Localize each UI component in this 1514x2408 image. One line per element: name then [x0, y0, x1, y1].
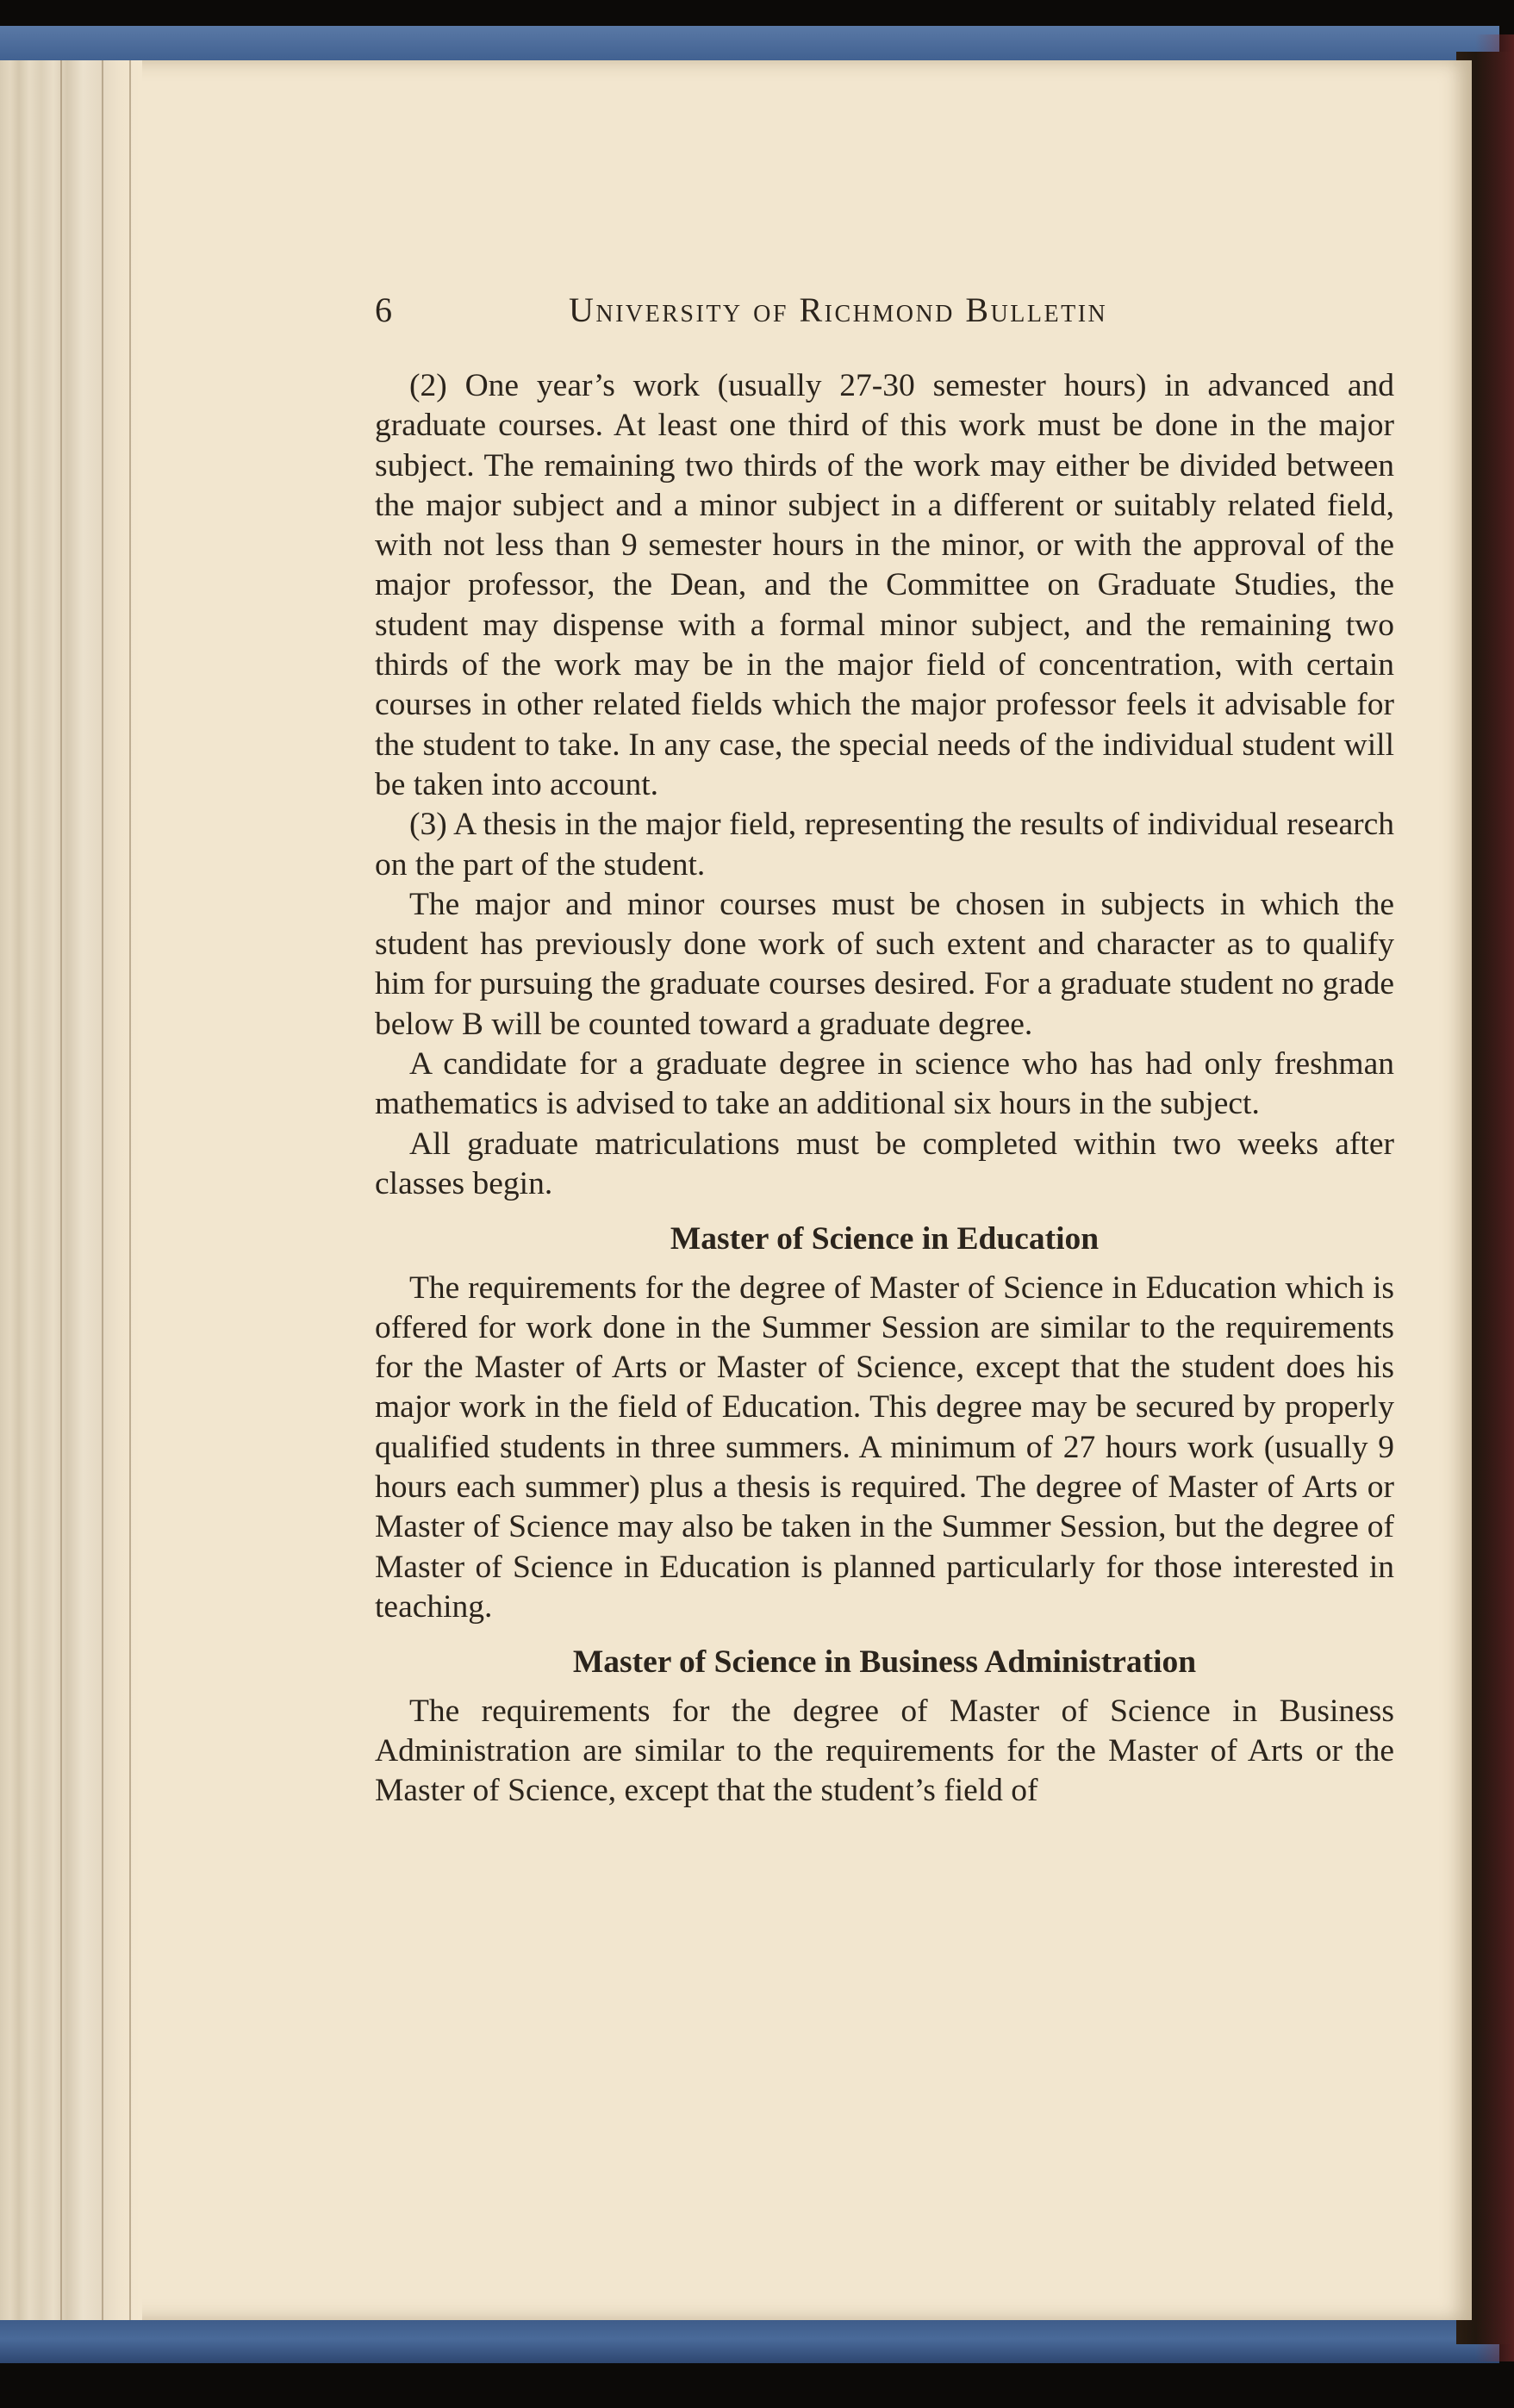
paragraph: The requirements for the degree of Master of Science in Business Administration are similar to the requirements for the Master of Arts or the Master of Science, except that the student’s field of — [375, 1693, 1394, 1809]
paragraph: (2) One year’s work (usually 27-30 semester hours) in advanced and graduate courses. At least one third of this work must be done in the major subject. The remaining two thirds of the work may either be divided between the major subject and a minor subject in a different or suitably related field, with not less than 9 semester hours in the minor, or with the approval of the major professor, the Dean, and the Committee on Graduate Studies, the student may dispense with a formal minor subject, and the remaining two thirds of the work may be in the major field of concentration, with certain courses in other related fields which the major professor feels it advisable for the student to take. In any case, the special needs of the individual student will be taken into account. — [375, 368, 1394, 802]
page-gutter — [0, 60, 142, 2320]
page-header — [375, 290, 1409, 341]
paragraph: (3) A thesis in the major field, representing the results of individual research on the part of the student. — [375, 807, 1394, 883]
gutter-line — [129, 60, 131, 2320]
paragraph: The major and minor courses must be chosen in subjects in which the student has previously done work of such extent and character as to qualify him for pursuing the graduate courses desired. For a graduate student no grade below B will be counted toward a graduate degree. — [375, 886, 1394, 1042]
paragraph: The requirements for the degree of Master of Science in Education which is offered for work done in the Summer Session are similar to the requirements for the Master of Arts or Master of Science, except that the student does his major work in the field of Education. This degree may be secured by properly qualified students in three summers. A minimum of 27 hours work (usually 9 hours each summer) plus a thesis is required. The degree of Master of Arts or Master of Science may also be taken in the Summer Session, but the degree of Master of Science in Education is planned particularly for those interested in teaching. — [375, 1270, 1394, 1625]
gutter-line — [60, 60, 62, 2320]
section-heading: Master of Science in Education — [670, 1221, 1100, 1257]
page-number: 6 — [375, 290, 392, 329]
gutter-line — [102, 60, 103, 2320]
section-heading: Master of Science in Business Administration — [572, 1644, 1197, 1681]
paragraph: A candidate for a graduate degree in science who has had only freshman mathematics is advised to take an additional six hours in the subject. — [375, 1046, 1394, 1122]
paragraph: All graduate matriculations must be completed within two weeks after classes begin. — [375, 1126, 1394, 1201]
right-leaf-edge-tint — [1475, 34, 1514, 2361]
running-head: University of Richmond Bulletin — [569, 290, 1108, 329]
body-text — [375, 366, 1394, 1811]
